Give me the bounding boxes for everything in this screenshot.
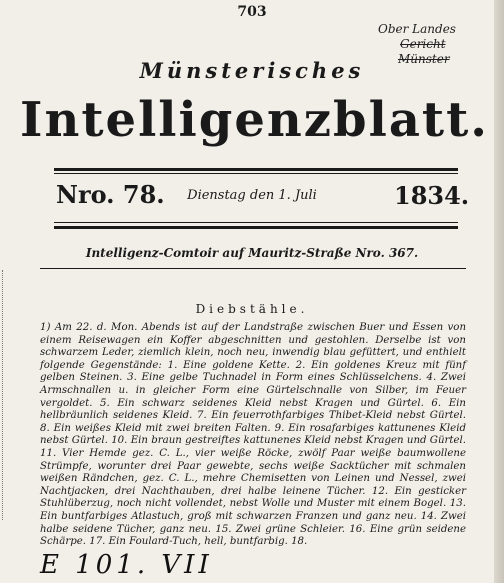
masthead-subtitle: Münsterisches [139,58,365,83]
office-rule [40,268,466,269]
stamp-line-2: Gericht [400,37,446,51]
handwritten-shelfmark: E 101. VII [40,550,213,580]
masthead-rule-top [54,168,458,171]
article-paragraph: 1) Am 22. d. Mon. Abends ist auf der Landstraße zwischen Buer und Essen von einem Reisewagen ein Koffer abgeschnitten und gestohlen. Derselbe ist von schwarzem Leder, ziemlich klein, noch neu, inwendig blau gefüttert, und enthielt folgende Gegenstände: 1. Eine goldene Kette. 2. Ein goldenes Kreuz mit fünf gelben Steinen. 3. Eine gelbe Tuchnadel in Form eines Schlüsselchens. 4. Zwei Armschnallen u. in gleicher Form eine Gürtelschnalle von Silber, im Feuer vergoldet. 5. Ein schwarz seidenes Kleid nebst Kragen und Gürtel. 6. Ein hellbräunlich seidenes Kleid. 7. Ein feuerrothfarbiges Thibet-Kleid nebst Gürtel. 8. Ein weißes Kleid mit zwei breiten Falten. 9. Ein rosafarbiges kattunenes Kleid nebst Gürtel. 10. Ein braun gestreiftes kattunenes Kleid nebst Kragen und Gürtel. 11. Vier Hemde gez. C. L., vier weiße Röcke, zwölf Paar weiße baumwollene Strümpfe, worunter drei Paar gewebte, sechs weiße Sacktücher mit schmalen weißen Rändchen, gez. C. L., mehre Chemisetten von Leinen und Nessel, zwei Nachtjacken, drei Nachthauben, drei halbe leinene Tücher. 12. Ein gesticker Stuhlüberzug, noch nicht vollendet, nebst Wolle und Muster mit einem Bogel. 13. Ein buntfarbiges Atlastuch, groß mit schwarzen Franzen und ganz neu. 14. Zwei halbe seidene Tücher, ganz neu. 15. Zwei grüne Schleier. 16. Eine grün seidene Schärpe. 17. Ein Foulard-Tuch, hell, buntfarbig. 18. [40,322,466,548]
office-address: Intelligenz-Comtoir auf Mauritz-Straße Nro. 367. [85,246,419,260]
page-edge [494,0,504,583]
issue-year: 1834. [394,181,470,210]
issue-rule-thin [54,222,458,223]
section-heading: Diebstähle. [195,302,309,316]
page-number: 703 [237,4,267,20]
issue-rule-thick [54,226,458,229]
issue-number: Nro. 78. [56,180,165,209]
masthead-title: Intelligenzblatt. [20,92,489,148]
issue-date: Dienstag den 1. Juli [187,188,317,203]
stamp-line-1: Ober Landes [378,22,456,36]
article-body [40,322,466,549]
stamp-line-3: Münster [398,52,450,66]
masthead-rule-top-thin [54,173,458,174]
